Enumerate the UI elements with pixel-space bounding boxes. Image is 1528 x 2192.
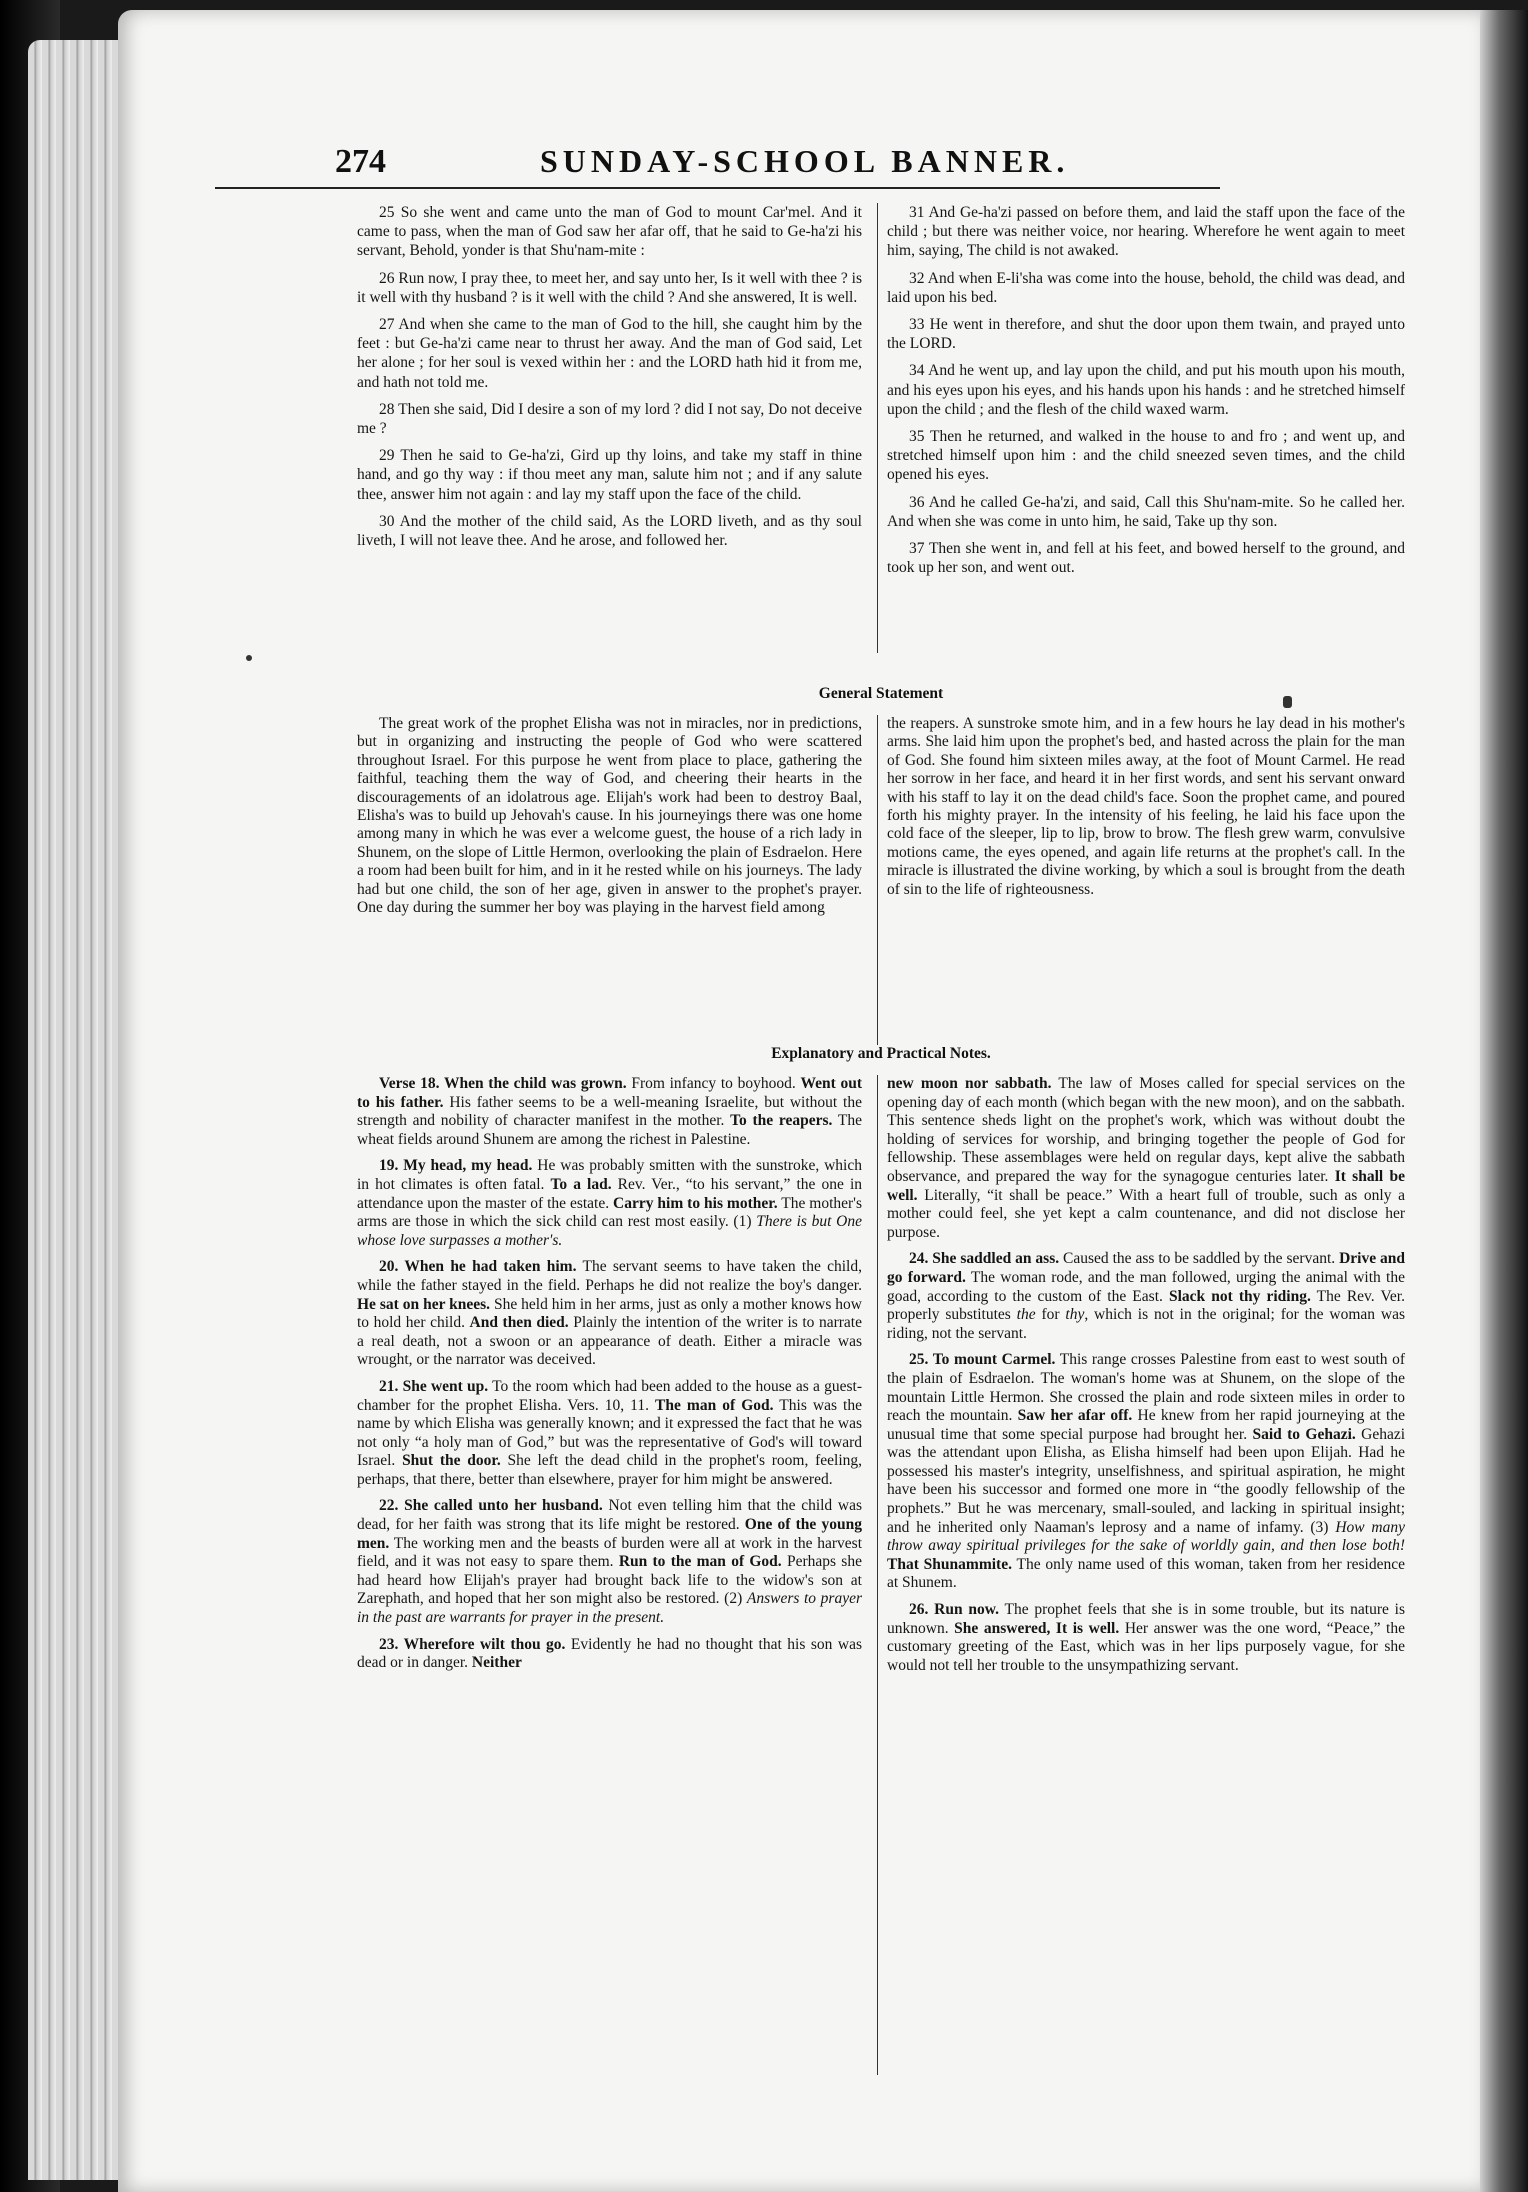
note-text: Perhaps she had heard how Elijah's prayer had brought back life to the widow's son at Zarephath, and hoped that her son might also be restored. (2)	[357, 1553, 862, 1608]
scripture-verse: 37 Then she went in, and fell at his feet, and bowed herself to the ground, and took up her son, and went out.	[887, 540, 1405, 577]
scripture-verse: 29 Then he said to Ge-ha'zi, Gird up thy loins, and take my staff in thine hand, and go thy way : if thou meet any man, salute him not ; and if any salute thee, answer him not again : and lay my staff upon the face of the child.	[357, 447, 862, 503]
note-paragraph	[357, 1636, 862, 1673]
note-text: This was the name by which Elisha was generally known; and it expressed the fact that he was not only “a holy man of God,” but was the representative of God's will toward Israel.	[357, 1396, 862, 1470]
note-keyword: Slack not thy riding.	[1168, 1287, 1311, 1305]
note-text: She left the dead child in the prophet's room, feeling, perhaps, that there, better than elsewhere, prayer for him might be answered.	[357, 1452, 862, 1488]
note-text: His father seems to be a well-meaning Israelite, but without the strength and nobility of character manifest in the mother.	[357, 1093, 862, 1130]
note-keyword: To a lad.	[550, 1175, 612, 1193]
notes-left-column	[357, 1075, 862, 2085]
note-text: The woman rode, and the man followed, urging the animal with the goad, according to the custom of the East.	[887, 1268, 1405, 1305]
note-paragraph	[357, 1497, 862, 1627]
note-paragraph	[887, 1601, 1405, 1675]
statement-paragraph: The great work of the prophet Elisha was not in miracles, nor in predictions, but in organizing and instructing the people of God who were scattered throughout Israel. For this purpose he went from place to place, gathering the faithful, teaching them the way of God, and cheering their hearts in the discouragements of an idolatrous age. Elijah's work had been to destroy Baal, Elisha's was to build up Jehovah's cause. In his journeyings there was one home among many in which he was ever a welcome guest, the house of a rich lady in Shunem, on the slope of Little Hermon, overlooking the plain of Esdraelon. Here a room had been built for him, and in it he rested while on his journeys. The lady had but one child, the son of her age, given in answer to the prophet's prayer. One day during the summer her boy was playing in the harvest field among	[357, 715, 862, 917]
note-keyword: To the reapers.	[730, 1112, 833, 1130]
note-text: The law of Moses called for special services on the opening day of each month (which began with the new moon), and on the sabbath. This sentence sheds light on the prophet's work, which was without doubt the holding of services for worship, and bringing together the people of God for fellowship. These assemblages were held on regular days, kept alive the sabbath observance, and prepared the way for the synagogue centuries later.	[887, 1075, 1405, 1185]
note-text: The servant seems to have taken the child, while the father stayed in the field. Perhaps he did not realize the boy's danger.	[357, 1258, 862, 1294]
margin-speck	[246, 655, 252, 661]
note-text: He knew from her rapid journeying at the unusual time that some special purpose had brought her.	[887, 1407, 1405, 1443]
note-text: He was probably smitten with the sunstroke, which in hot climates is often fatal.	[357, 1157, 862, 1193]
scripture-verse: 25 So she went and came unto the man of God to mount Car'mel. And it came to pass, when the man of God saw her afar off, that he said to Ge-ha'zi his servant, Behold, yonder is that Shu'nam-mite :	[357, 204, 862, 260]
note-keyword: Saw her afar off.	[1017, 1407, 1133, 1425]
note-keyword: 20. When he had taken him.	[379, 1258, 577, 1276]
scripture-verse: 33 He went in therefore, and shut the door upon them twain, and prayed unto the LORD.	[887, 316, 1405, 353]
note-text: The only name used of this woman, taken from her residence at Shunem.	[887, 1555, 1405, 1592]
notes-heading: Explanatory and Practical Notes.	[771, 1045, 991, 1062]
note-text: Evidently he had no thought that his son was dead or in danger.	[357, 1635, 862, 1672]
scripture-left-column	[357, 203, 862, 668]
page-right-edge	[1480, 10, 1528, 2192]
note-text: This range crosses Palestine from east to west south of the plain of Esdraelon. The woman's home was at Shunem, on the slope of the mountain Little Hermon. She crossed the plain and rode sixteen miles in order to reach the mountain.	[887, 1351, 1405, 1425]
note-keyword: 19. My head, my head.	[379, 1157, 533, 1175]
note-text: Literally, “it shall be peace.” With a heart full of trouble, such as only a mother could feel, she yet kept a calm countenance, and did not disclose her purpose.	[887, 1186, 1405, 1241]
note-emphasis: How many throw away spiritual privileges for the sake of worldly gain, and then lose both!	[887, 1518, 1405, 1555]
note-keyword: It shall be well.	[887, 1167, 1405, 1204]
scripture-right-column	[887, 203, 1405, 653]
note-emphasis: thy	[1065, 1306, 1085, 1324]
note-paragraph	[887, 1250, 1405, 1343]
notes-right-column	[887, 1075, 1405, 2085]
note-text: The wheat fields around Shunem are among the richest in Palestine.	[357, 1112, 862, 1148]
note-keyword: Shut the door.	[402, 1452, 501, 1470]
note-text: Rev. Ver., “to his servant,” the one in attendance upon the master of the estate.	[357, 1175, 862, 1212]
column-rule	[877, 715, 878, 1045]
scripture-verse: 35 Then he returned, and walked in the house to and fro ; and went up, and stretched himself upon him : and the child sneezed seven times, and the child opened his eyes.	[887, 428, 1405, 484]
scripture-verse: 34 And he went up, and lay upon the child, and put his mouth upon his mouth, and his eyes upon his eyes, and his hands upon his hands : and he stretched himself upon the child ; and the flesh of the child waxed warm.	[887, 362, 1405, 418]
column-rule	[877, 1075, 878, 2075]
general-statement-left	[357, 715, 862, 1045]
note-keyword: 21. She went up.	[379, 1377, 489, 1395]
note-text: Not even telling him that the child was dead, for her faith was strong that its life might be restored.	[357, 1497, 862, 1534]
general-statement-right	[887, 715, 1405, 1015]
note-emphasis: the	[1016, 1306, 1036, 1324]
note-text: , which is not in the original; for the woman was riding, not the servant.	[887, 1306, 1405, 1342]
scripture-verse: 30 And the mother of the child said, As the LORD liveth, and as thy soul liveth, I will not leave thee. And he arose, and followed her.	[357, 512, 862, 550]
note-keyword: One of the young men.	[357, 1516, 862, 1552]
note-text: Plainly the intention of the writer is to narrate a real death, not a swoon or an appearance of death. Either a miracle was wrought, or the narrator was deceived.	[357, 1314, 862, 1369]
note-keyword: Drive and go forward.	[887, 1250, 1405, 1286]
note-keyword: Carry him to his mother.	[613, 1194, 778, 1212]
note-keyword: 23. Wherefore wilt thou go.	[379, 1635, 566, 1653]
note-text: To the room which had been added to the house as a guest-chamber for the prophet Elisha. Vers. 10, 11.	[357, 1377, 862, 1414]
scripture-verse: 28 Then she said, Did I desire a son of my lord ? did I not say, Do not deceive me ?	[357, 400, 862, 438]
note-paragraph	[357, 1075, 862, 1149]
note-text: She held him in her arms, just as only a mother knows how to hold her child.	[357, 1295, 862, 1332]
note-keyword: Went out to his father.	[357, 1075, 862, 1111]
note-keyword: Run to the man of God.	[618, 1553, 782, 1571]
note-keyword: 22. She called unto her husband.	[379, 1497, 603, 1515]
note-emphasis: There is but One whose love surpasses a mother's.	[357, 1213, 862, 1249]
note-keyword: new moon nor sabbath.	[887, 1075, 1052, 1092]
note-keyword: The man of God.	[655, 1396, 774, 1414]
note-text: Her answer was the one word, “Peace,” the customary greeting of the East, which was in her lips purposely vague, for she would not tell her trouble to the unsympathizing servant.	[887, 1619, 1405, 1674]
note-paragraph	[357, 1157, 862, 1250]
note-keyword: Said to Gehazi.	[1252, 1425, 1356, 1443]
note-keyword: And then died.	[469, 1314, 569, 1332]
column-rule	[877, 203, 878, 653]
general-statement-heading: General Statement	[818, 685, 944, 702]
note-paragraph	[887, 1075, 1405, 1242]
note-keyword: 24. She saddled an ass.	[909, 1250, 1060, 1268]
note-emphasis: Answers to prayer in the past are warrants for prayer in the present.	[357, 1590, 862, 1627]
note-paragraph	[357, 1378, 862, 1490]
note-text: for	[1035, 1306, 1066, 1324]
note-paragraph	[887, 1351, 1405, 1593]
margin-speck	[1283, 696, 1292, 708]
note-text: The working men and the beasts of burden were all at work in the harvest field, and it was not easy to spare them.	[357, 1534, 862, 1571]
scripture-verse: 32 And when E-li'sha was come into the house, behold, the child was dead, and laid upon his bed.	[887, 269, 1405, 306]
note-text: Gehazi was the attendant upon Elisha, as Elisha himself had been upon Elijah. Had he possessed his master's integrity, unselfishness, and spiritual aspiration, he might have been his successor and formed one more in “the goodly fellowship of the prophets.” But he was mercenary, small-souled, and lacking in spiritual insight; and he inherited only Naaman's leprosy and a name of infamy. (3)	[887, 1425, 1405, 1536]
note-text: The mother's arms are those in which the sick child can rest most easily. (1)	[357, 1194, 862, 1231]
note-keyword: Verse 18. When the child was grown.	[379, 1075, 627, 1092]
scripture-verse: 27 And when she came to the man of God to the hill, she caught him by the feet : but Ge-ha'zi came near to thrust her away. And the man of God said, Let her alone ; for her soul is vexed within her : and the LORD hath hid it from me, and hath not told me.	[357, 316, 862, 391]
scripture-verse: 31 And Ge-ha'zi passed on before them, and laid the staff upon the face of the child ; but there was neither voice, nor hearing. Wherefore he went again to meet him, saying, The child is not awaked.	[887, 204, 1405, 260]
page-number: 274	[335, 143, 386, 180]
note-keyword: He sat on her knees.	[357, 1295, 491, 1313]
note-keyword: 25. To mount Carmel.	[909, 1351, 1056, 1369]
page-title: SUNDAY-SCHOOL BANNER.	[540, 143, 1070, 179]
note-paragraph	[357, 1258, 862, 1370]
note-keyword: She answered, It is well.	[954, 1619, 1120, 1637]
note-keyword: That Shunammite.	[887, 1555, 1012, 1573]
page-header	[215, 143, 1220, 189]
statement-paragraph: the reapers. A sunstroke smote him, and in a few hours he lay dead in his mother's arms. She laid him upon the prophet's bed, and hasted across the plain for the man of God. She found him sixteen miles away, at the foot of Mount Carmel. He read her sorrow in her face, and heard it in her first words, and sent his servant onward with his staff to lay it on the dead child's face. Soon the prophet came, and poured forth his mighty prayer. In the intensity of his feeling, he laid his face upon the cold face of the sleeper, lip to lip, brow to brow. The flesh grew warm, convulsive motions came, the eyes opened, and again life returns at the prophet's call. In the miracle is illustrated the divine working, by which a soul is brought from the death of sin to the life of righteousness.	[887, 715, 1405, 898]
scripture-verse: 36 And he called Ge-ha'zi, and said, Call this Shu'nam-mite. So he called her. And when she was come in unto him, he said, Take up thy son.	[887, 493, 1405, 530]
note-text: The prophet feels that she is in some trouble, but its nature is unknown.	[887, 1601, 1405, 1637]
note-keyword: Neither	[471, 1654, 522, 1672]
note-text: Caused the ass to be saddled by the servant.	[1059, 1250, 1340, 1268]
scripture-verse: 26 Run now, I pray thee, to meet her, and say unto her, Is it well with thee ? is it well with thy husband ? is it well with the child ? And she answered, It is well.	[357, 269, 862, 306]
note-text: The Rev. Ver. properly substitutes	[887, 1287, 1405, 1324]
note-text: From infancy to boyhood.	[626, 1075, 801, 1092]
note-keyword: 26. Run now.	[909, 1601, 999, 1619]
